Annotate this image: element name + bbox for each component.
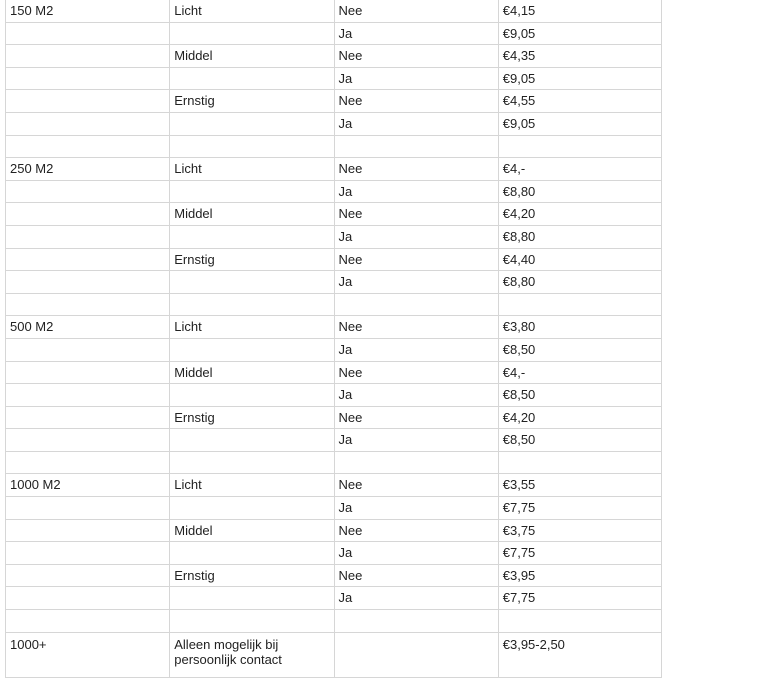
option-cell: Ja xyxy=(334,587,498,610)
table-row xyxy=(6,474,662,497)
price-cell: €8,80 xyxy=(498,271,661,294)
area-cell xyxy=(6,542,170,565)
option-cell: Ja xyxy=(334,429,498,452)
table-row xyxy=(6,67,662,90)
severity-cell xyxy=(170,610,334,633)
table-row xyxy=(6,112,662,135)
area-cell xyxy=(6,248,170,271)
table-row xyxy=(6,0,662,22)
option-cell xyxy=(334,451,498,474)
price-cell: €7,75 xyxy=(498,587,661,610)
option-cell: Nee xyxy=(334,316,498,339)
severity-cell xyxy=(170,180,334,203)
option-cell: Ja xyxy=(334,542,498,565)
area-cell: 150 M2 xyxy=(6,0,170,22)
table-row xyxy=(6,497,662,520)
option-cell xyxy=(334,293,498,316)
area-cell xyxy=(6,112,170,135)
option-cell: Nee xyxy=(334,203,498,226)
area-cell xyxy=(6,451,170,474)
severity-cell: Ernstig xyxy=(170,406,334,429)
price-cell: €9,05 xyxy=(498,22,661,45)
price-cell: €4,55 xyxy=(498,90,661,113)
price-cell: €3,75 xyxy=(498,519,661,542)
table-row xyxy=(6,361,662,384)
option-cell: Nee xyxy=(334,248,498,271)
area-cell xyxy=(6,610,170,633)
table-row xyxy=(6,451,662,474)
option-cell: Ja xyxy=(334,384,498,407)
price-cell xyxy=(498,610,661,633)
severity-cell: Middel xyxy=(170,519,334,542)
severity-cell xyxy=(170,67,334,90)
severity-cell xyxy=(170,225,334,248)
severity-cell: Licht xyxy=(170,316,334,339)
area-cell xyxy=(6,203,170,226)
price-cell: €4,40 xyxy=(498,248,661,271)
area-cell: 500 M2 xyxy=(6,316,170,339)
area-cell xyxy=(6,67,170,90)
table-row xyxy=(6,564,662,587)
severity-cell: Alleen mogelijk bij persoonlijk contact xyxy=(170,632,334,677)
table-row xyxy=(6,135,662,158)
price-cell: €4,35 xyxy=(498,45,661,68)
area-cell xyxy=(6,45,170,68)
option-cell: Nee xyxy=(334,406,498,429)
table-row xyxy=(6,248,662,271)
area-cell xyxy=(6,587,170,610)
severity-cell: Middel xyxy=(170,203,334,226)
severity-cell xyxy=(170,497,334,520)
severity-cell xyxy=(170,542,334,565)
price-cell: €8,80 xyxy=(498,225,661,248)
area-cell xyxy=(6,429,170,452)
area-cell xyxy=(6,564,170,587)
severity-cell xyxy=(170,112,334,135)
severity-cell: Middel xyxy=(170,45,334,68)
severity-cell: Ernstig xyxy=(170,248,334,271)
price-cell: €3,95-2,50 xyxy=(498,632,661,677)
option-cell: Nee xyxy=(334,45,498,68)
table-row xyxy=(6,22,662,45)
option-cell: Nee xyxy=(334,0,498,22)
area-cell xyxy=(6,271,170,294)
option-cell: Nee xyxy=(334,158,498,181)
option-cell xyxy=(334,610,498,633)
price-cell: €4,20 xyxy=(498,406,661,429)
severity-cell: Ernstig xyxy=(170,90,334,113)
severity-cell xyxy=(170,451,334,474)
table-row xyxy=(6,203,662,226)
price-cell: €3,95 xyxy=(498,564,661,587)
option-cell: Ja xyxy=(334,225,498,248)
price-cell: €9,05 xyxy=(498,67,661,90)
severity-cell: Ernstig xyxy=(170,564,334,587)
option-cell xyxy=(334,632,498,677)
severity-cell xyxy=(170,338,334,361)
table-row xyxy=(6,225,662,248)
price-cell xyxy=(498,293,661,316)
severity-cell: Middel xyxy=(170,361,334,384)
option-cell: Ja xyxy=(334,180,498,203)
area-cell xyxy=(6,384,170,407)
severity-cell xyxy=(170,587,334,610)
area-cell: 1000+ xyxy=(6,632,170,677)
price-cell: €8,80 xyxy=(498,180,661,203)
price-table-body xyxy=(6,0,662,677)
option-cell: Nee xyxy=(334,361,498,384)
severity-cell: Licht xyxy=(170,0,334,22)
table-row xyxy=(6,180,662,203)
severity-cell xyxy=(170,293,334,316)
area-cell xyxy=(6,90,170,113)
price-table xyxy=(5,0,662,678)
severity-cell xyxy=(170,135,334,158)
table-row xyxy=(6,293,662,316)
option-cell: Nee xyxy=(334,90,498,113)
price-cell: €7,75 xyxy=(498,542,661,565)
area-cell xyxy=(6,406,170,429)
price-cell xyxy=(498,135,661,158)
table-row xyxy=(6,587,662,610)
option-cell: Ja xyxy=(334,112,498,135)
table-row xyxy=(6,632,662,677)
table-row xyxy=(6,316,662,339)
severity-cell xyxy=(170,429,334,452)
area-cell: 250 M2 xyxy=(6,158,170,181)
option-cell: Ja xyxy=(334,338,498,361)
area-cell xyxy=(6,135,170,158)
area-cell xyxy=(6,225,170,248)
price-cell: €9,05 xyxy=(498,112,661,135)
area-cell xyxy=(6,180,170,203)
price-cell: €3,80 xyxy=(498,316,661,339)
table-row xyxy=(6,338,662,361)
price-cell: €8,50 xyxy=(498,384,661,407)
option-cell: Ja xyxy=(334,22,498,45)
area-cell xyxy=(6,361,170,384)
table-row xyxy=(6,610,662,633)
area-cell xyxy=(6,338,170,361)
option-cell: Ja xyxy=(334,497,498,520)
table-row xyxy=(6,158,662,181)
table-row xyxy=(6,519,662,542)
severity-cell xyxy=(170,384,334,407)
price-cell: €8,50 xyxy=(498,338,661,361)
area-cell xyxy=(6,22,170,45)
price-cell: €3,55 xyxy=(498,474,661,497)
severity-cell xyxy=(170,271,334,294)
option-cell: Nee xyxy=(334,474,498,497)
table-row xyxy=(6,429,662,452)
option-cell xyxy=(334,135,498,158)
option-cell: Ja xyxy=(334,67,498,90)
severity-cell: Licht xyxy=(170,474,334,497)
severity-cell: Licht xyxy=(170,158,334,181)
table-row xyxy=(6,384,662,407)
price-cell: €4,- xyxy=(498,361,661,384)
price-cell: €4,15 xyxy=(498,0,661,22)
table-row xyxy=(6,90,662,113)
price-cell: €4,- xyxy=(498,158,661,181)
option-cell: Nee xyxy=(334,564,498,587)
price-cell: €7,75 xyxy=(498,497,661,520)
option-cell: Nee xyxy=(334,519,498,542)
table-row xyxy=(6,542,662,565)
price-cell: €4,20 xyxy=(498,203,661,226)
area-cell xyxy=(6,519,170,542)
option-cell: Ja xyxy=(334,271,498,294)
area-cell xyxy=(6,497,170,520)
price-cell: €8,50 xyxy=(498,429,661,452)
table-row xyxy=(6,406,662,429)
table-row xyxy=(6,271,662,294)
area-cell: 1000 M2 xyxy=(6,474,170,497)
price-cell xyxy=(498,451,661,474)
area-cell xyxy=(6,293,170,316)
severity-cell xyxy=(170,22,334,45)
table-row xyxy=(6,45,662,68)
